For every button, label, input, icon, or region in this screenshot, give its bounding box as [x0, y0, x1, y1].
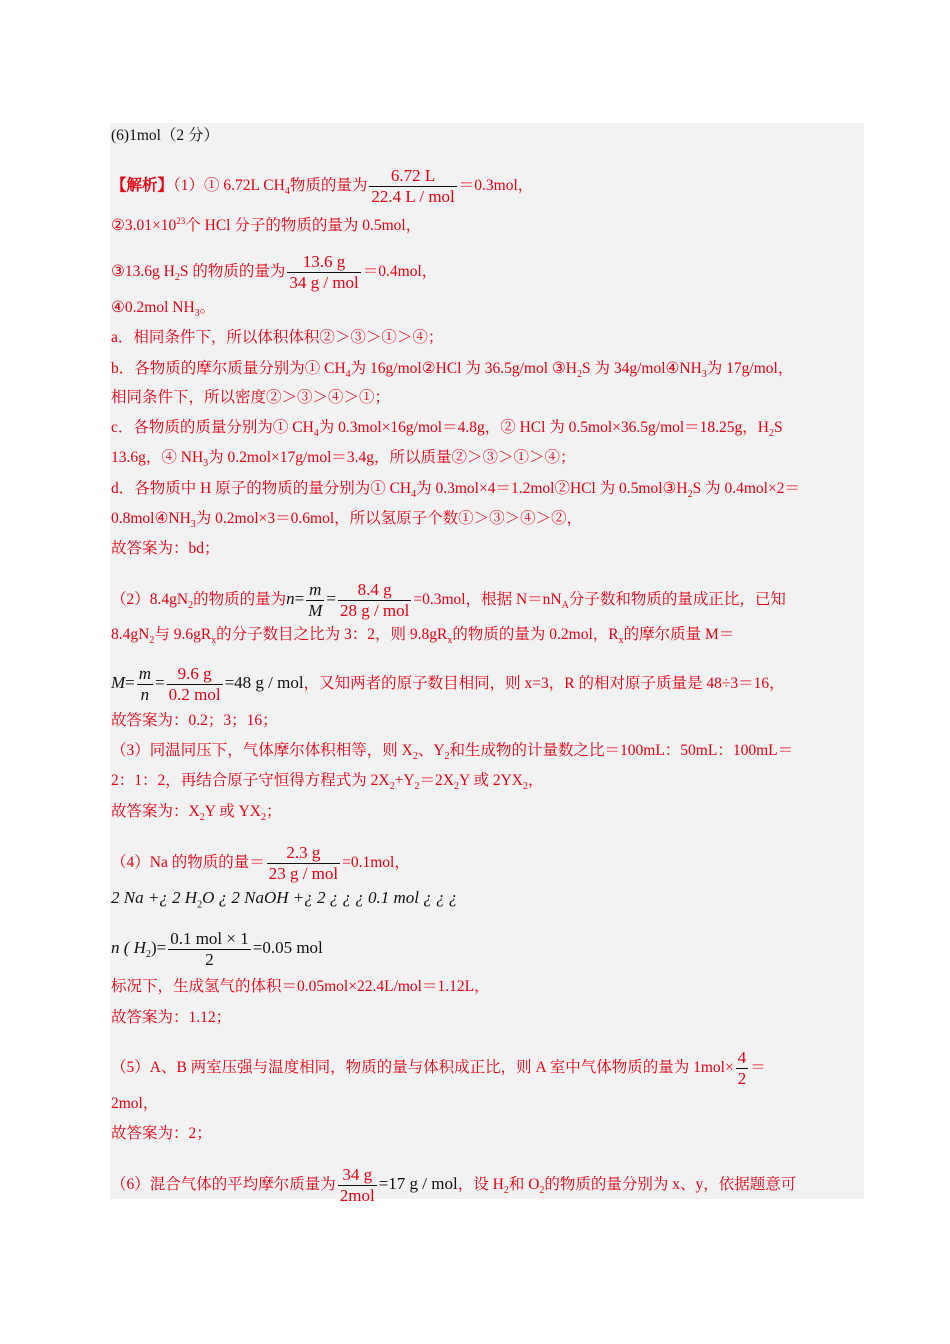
reaction-equation: 2 Na +¿ 2 $H_2O$ ¿ 2 NaOH +¿ 2 ¿ ¿ ¿ 0.1 mol ¿ ¿ ¿ — [111, 888, 458, 911]
fraction: $\frac{13.6 g}{\text{34 g / mol}}$ — [289, 252, 359, 292]
answer-5: 故答案为：2； — [111, 1125, 212, 1142]
analysis-part-6: （6）混合气体的平均摩尔质量为 $\frac{34 g}{\text{2mol}}$ =17 g / mol，设 $H_2$和 $O_2$的物质的量分别为 x、y，依据题意可 — [111, 1165, 797, 1205]
analysis-line-4: ④0.2mol $NH_3$。 — [111, 299, 216, 320]
analysis-line-3: ③13.6g $H_2S$ 的物质的量为 $\frac{13.6 g}{\text{34 g / mol}}$ ＝0.4mol， — [111, 252, 438, 292]
fraction: $\frac{34 g}{\text{2mol}}$ — [339, 1165, 375, 1205]
fraction: $\frac{8.4 g}{\text{28 g / mol}}$ — [339, 580, 410, 620]
answer-2: 故答案为：0.2；3；16； — [111, 712, 278, 729]
analysis-part-4: （4）Na 的物质的量＝ $\frac{2.3 g}{\text{23 g / mol}}$ =0.1mol， — [111, 843, 410, 883]
analysis-part-2: $(2)8.4gN_2$的物质的量为n= $\frac{m}{M}$ = $\frac{8.4 g}{\text{28 g / mol}}$ =0.3mol，根据 $N=nN_A$分子数和物质的量成正比，已知 — [111, 580, 786, 620]
hydrogen-moles-formula: n ( $H_2)=$ $\frac{\text{0.1 mol × 1}}{2}$ =0.05 mol — [111, 929, 323, 969]
analysis-part-4c: 标况下，生成氢气的体积＝0.05mol×22.4L/mol＝1.12L， — [111, 978, 490, 995]
analysis-line-d: d．各物质中 H 原子的物质的量分别为① $CH_4$为 0.3mol×4＝1.2mol②HCl 为 $0.5mol③H_2S$ 为 0.4mol×2＝ — [111, 480, 800, 501]
analysis-line-c2: 13.6g，④ $NH_3$为 0.2mol×17g/mol＝3.4g，所以质量②＞③＞①＞④； — [111, 449, 576, 470]
fraction: $\frac{m}{M}$ — [308, 580, 323, 620]
answer-1: 故答案为：bd； — [111, 540, 220, 557]
answer-line-6: (6)1mol（2 分） — [111, 127, 220, 144]
analysis-part-2c: M= $\frac{m}{n}$ = $\frac{9.6 g}{\text{0.2 mol}}$ =48 g / mol，又知两者的原子数目相同，则 x=3，R 的相对原子质量是 48÷3＝16， — [111, 664, 785, 704]
analysis-part-2b: $8.4gN_2$与 $9.6gR_x$的分子数目之比为 3：2，则 $9.8gR_x$的物质的量为 0.2mol，$R_x$的摩尔质量 M＝ — [111, 626, 735, 647]
analysis-line-b: b．各物质的摩尔质量分别为① $CH_4$为 16g/mol②HCl 为 36.5g/mol $③H_2S$ 为 $34g/mol④NH_3$为 17g/mol， — [111, 360, 794, 381]
analysis-line-b2: 相同条件下，所以密度②＞③＞④＞①； — [111, 389, 391, 406]
fraction: $\frac{9.6 g}{\text{0.2 mol}}$ — [168, 664, 221, 704]
analysis-line-2: $②3.01\times 10^{23}$个 HCl 分子的物质的量为 0.5mol， — [111, 216, 422, 235]
analysis-line-d2: $0.8mol④NH_3$为 0.2mol×3＝0.6mol，所以氢原子个数①＞③＞④＞②， — [111, 510, 583, 531]
analysis-line-1: 【解析】（1）① 6.72L $CH_4$物质的量为 $\frac{6.72 L}{\text{22.4 L / mol}}$ ＝0.3mol， — [111, 166, 534, 206]
fraction: $\frac{2.3 g}{\text{23 g / mol}}$ — [268, 843, 339, 883]
analysis-tag: 【解析】 — [111, 177, 174, 195]
analysis-line-c: c．各物质的质量分别为① $CH_4$为 0.3mol×16g/mol＝4.8g，② HCl 为 0.5mol×36.5g/mol＝18.25g，$H_2S$ — [111, 419, 783, 440]
answer-3: 故答案为：$X_2Y$ 或 $YX_2$； — [111, 803, 282, 824]
fraction: $\frac{\text{0.1 mol × 1}}{2}$ — [170, 929, 249, 969]
fraction: $\frac{6.72 L}{\text{22.4 L / mol}}$ — [371, 166, 455, 206]
fraction: $\frac{4}{2}$ — [737, 1048, 747, 1088]
analysis-part-3b: 2：1：2，再结合原子守恒得方程式为 $2X_2+Y_2=2X_2Y$ 或 $2YX_2$， — [111, 772, 544, 793]
answer-4: 故答案为：1.12； — [111, 1009, 232, 1026]
analysis-part-5: （5）A、B 两室压强与温度相同，物质的量与体积成正比，则 A 室中气体物质的量为 1mol× $\frac{4}{2}$ ＝ — [111, 1048, 766, 1088]
analysis-line-a: a．相同条件下，所以体积体积②＞③＞①＞④； — [111, 329, 444, 346]
fraction: $\frac{m}{n}$ — [138, 664, 152, 704]
analysis-part-3: （3）同温同压下，气体摩尔体积相等，则 $X_2$、$Y_2$和生成物的计量数之比＝100mL：50mL：100mL＝ — [111, 742, 794, 763]
analysis-part-5b: 2mol， — [111, 1095, 159, 1112]
